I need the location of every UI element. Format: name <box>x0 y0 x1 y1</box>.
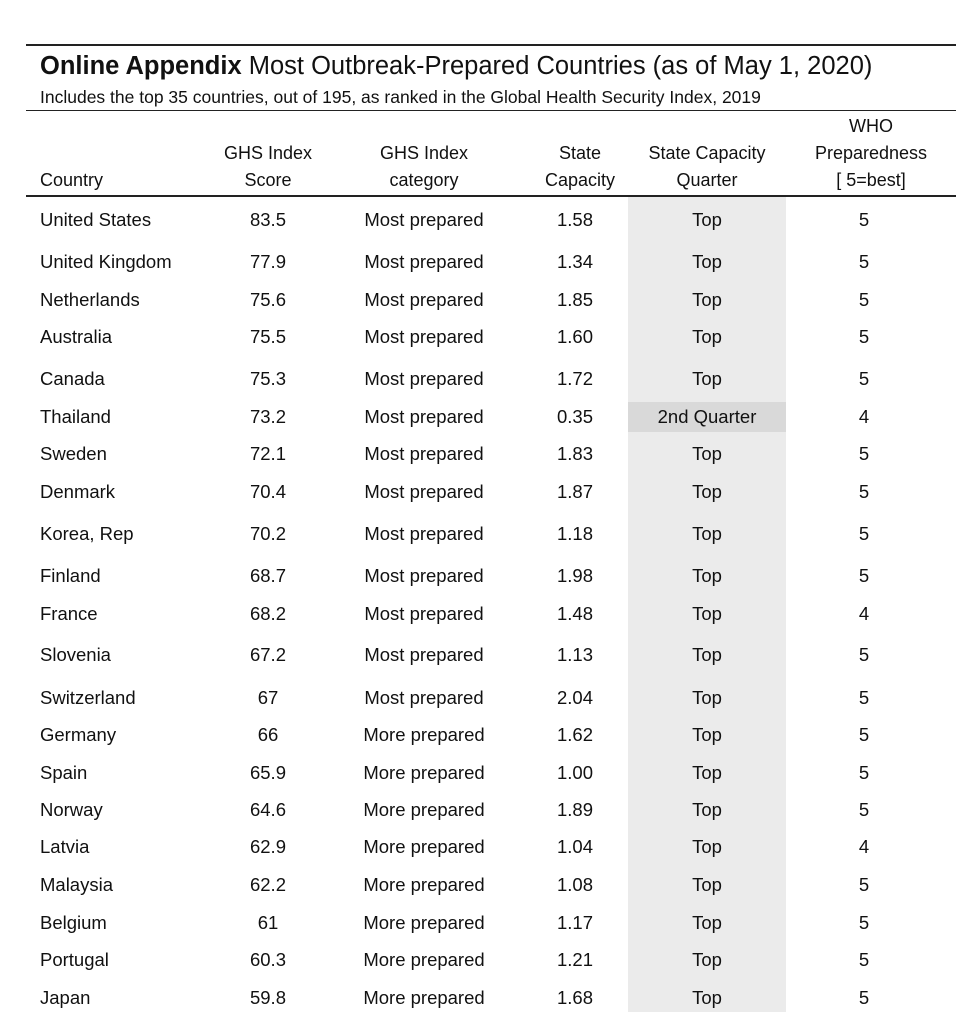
header-who-line-2: Preparedness <box>814 143 928 163</box>
category-cell: Most prepared <box>364 603 484 624</box>
score-cell: 68.2 <box>249 603 286 624</box>
header-who <box>796 113 946 194</box>
category-cell: Most prepared <box>364 443 484 464</box>
who-cell: 5 <box>858 443 870 464</box>
capacity-cell: 1.68 <box>556 987 593 1008</box>
header-who-line-3: [ 5=best] <box>836 170 906 190</box>
category-cell: Most prepared <box>364 406 484 427</box>
score-cell: 73.2 <box>249 406 286 427</box>
category-cell: Most prepared <box>364 687 484 708</box>
country-cell: Netherlands <box>40 289 140 310</box>
quarter-cell: Top <box>692 987 722 1008</box>
quarter-cell: Top <box>692 836 722 857</box>
capacity-cell: 1.87 <box>556 481 593 502</box>
category-cell: Most prepared <box>364 523 484 544</box>
quarter-cell: Top <box>692 368 722 389</box>
country-cell: Portugal <box>40 949 109 970</box>
table-row <box>0 364 956 394</box>
score-cell: 67 <box>257 687 279 708</box>
country-cell: Latvia <box>40 836 90 857</box>
header-quarter-line-1: State Capacity <box>648 143 766 163</box>
who-cell: 5 <box>858 209 870 230</box>
category-cell: Most prepared <box>364 481 484 502</box>
score-cell: 75.6 <box>249 289 286 310</box>
table-row <box>0 402 956 432</box>
table-row <box>0 983 956 1013</box>
table-row <box>0 683 956 713</box>
country-cell: Thailand <box>40 406 111 427</box>
who-cell: 4 <box>858 836 870 857</box>
category-cell: More prepared <box>363 799 485 820</box>
capacity-cell: 1.72 <box>556 368 593 389</box>
top-rule <box>26 44 956 46</box>
who-cell: 5 <box>858 251 870 272</box>
score-cell: 66 <box>257 724 279 745</box>
table-row <box>0 519 956 549</box>
country-cell: Sweden <box>40 443 107 464</box>
quarter-cell: Top <box>692 565 722 586</box>
score-cell: 60.3 <box>249 949 286 970</box>
who-cell: 5 <box>858 326 870 347</box>
category-cell: Most prepared <box>364 326 484 347</box>
capacity-cell: 1.34 <box>556 251 593 272</box>
score-cell: 77.9 <box>249 251 286 272</box>
header-category-line-1: GHS Index <box>379 143 469 163</box>
page-title <box>40 50 872 82</box>
who-cell: 5 <box>858 762 870 783</box>
header-who-line-1: WHO <box>849 116 893 136</box>
header-category-line-2: category <box>389 170 459 190</box>
header-quarter-line-2: Quarter <box>676 170 738 190</box>
category-cell: More prepared <box>363 912 485 933</box>
table-row <box>0 322 956 352</box>
quarter-cell: Top <box>692 912 722 933</box>
country-cell: Korea, Rep <box>40 523 134 544</box>
category-cell: Most prepared <box>364 644 484 665</box>
table-row <box>0 205 956 235</box>
quarter-cell: Top <box>692 523 722 544</box>
quarter-cell: Top <box>692 949 722 970</box>
capacity-cell: 1.48 <box>556 603 593 624</box>
country-cell: United States <box>40 209 152 230</box>
who-cell: 5 <box>858 289 870 310</box>
capacity-cell: 1.58 <box>556 209 593 230</box>
who-cell: 5 <box>858 565 870 586</box>
category-cell: More prepared <box>363 724 485 745</box>
category-cell: Most prepared <box>364 565 484 586</box>
table-row <box>0 795 956 825</box>
score-cell: 67.2 <box>249 644 286 665</box>
subtitle-rule <box>26 110 956 111</box>
country-cell: Finland <box>40 565 101 586</box>
category-cell: More prepared <box>363 949 485 970</box>
score-cell: 70.2 <box>249 523 286 544</box>
who-cell: 5 <box>858 799 870 820</box>
category-cell: More prepared <box>363 762 485 783</box>
capacity-cell: 1.21 <box>556 949 593 970</box>
score-cell: 83.5 <box>249 209 286 230</box>
table-row <box>0 908 956 938</box>
who-cell: 5 <box>858 987 870 1008</box>
who-cell: 4 <box>858 406 870 427</box>
category-cell: Most prepared <box>364 209 484 230</box>
who-cell: 5 <box>858 523 870 544</box>
header-score-line-1: GHS Index <box>223 143 313 163</box>
score-cell: 59.8 <box>249 987 286 1008</box>
category-cell: More prepared <box>363 987 485 1008</box>
header-country <box>40 167 103 194</box>
who-cell: 5 <box>858 912 870 933</box>
table-row <box>0 758 956 788</box>
quarter-cell: Top <box>692 724 722 745</box>
quarter-cell: Top <box>692 644 722 665</box>
country-cell: Switzerland <box>40 687 136 708</box>
table-row <box>0 832 956 862</box>
header-country-line: Country <box>40 170 104 190</box>
who-cell: 5 <box>858 724 870 745</box>
score-cell: 68.7 <box>249 565 286 586</box>
who-cell: 5 <box>858 687 870 708</box>
quarter-cell: Top <box>692 326 722 347</box>
header-capacity-line-1: State <box>558 143 602 163</box>
quarter-cell: 2nd Quarter <box>628 402 786 432</box>
header-score-line-2: Score <box>244 170 292 190</box>
header-score <box>208 140 328 194</box>
score-cell: 70.4 <box>249 481 286 502</box>
category-cell: Most prepared <box>364 251 484 272</box>
header-capacity <box>525 140 635 194</box>
header-category <box>344 140 504 194</box>
table-row <box>0 945 956 975</box>
table-row <box>0 477 956 507</box>
category-cell: Most prepared <box>364 289 484 310</box>
table-row <box>0 870 956 900</box>
country-cell: Australia <box>40 326 112 347</box>
quarter-cell: Top <box>692 799 722 820</box>
score-cell: 72.1 <box>249 443 286 464</box>
who-cell: 5 <box>858 949 870 970</box>
capacity-cell: 1.83 <box>556 443 593 464</box>
score-cell: 62.9 <box>249 836 286 857</box>
score-cell: 61 <box>257 912 279 933</box>
capacity-cell: 2.04 <box>556 687 593 708</box>
score-cell: 65.9 <box>249 762 286 783</box>
capacity-cell: 0.35 <box>556 406 593 427</box>
country-cell: Belgium <box>40 912 107 933</box>
country-cell: Canada <box>40 368 105 389</box>
quarter-cell: Top <box>692 209 722 230</box>
capacity-cell: 1.60 <box>556 326 593 347</box>
country-cell: United Kingdom <box>40 251 172 272</box>
quarter-cell: Top <box>692 603 722 624</box>
header-rule <box>26 195 956 197</box>
who-cell: 5 <box>858 644 870 665</box>
header-quarter <box>628 140 786 194</box>
country-cell: France <box>40 603 98 624</box>
title-bold: Online Appendix <box>40 52 242 80</box>
score-cell: 62.2 <box>249 874 286 895</box>
who-cell: 5 <box>858 481 870 502</box>
capacity-cell: 1.62 <box>556 724 593 745</box>
country-cell: Denmark <box>40 481 116 502</box>
table-row <box>0 720 956 750</box>
category-cell: More prepared <box>363 836 485 857</box>
country-cell: Malaysia <box>40 874 113 895</box>
page-subtitle: Includes the top 35 countries, out of 195, as ranked in the Global Health Security Index, 2019 <box>40 87 761 107</box>
capacity-cell: 1.08 <box>556 874 593 895</box>
quarter-cell: Top <box>692 289 722 310</box>
category-cell: Most prepared <box>364 368 484 389</box>
country-cell: Norway <box>40 799 103 820</box>
capacity-cell: 1.89 <box>556 799 593 820</box>
capacity-cell: 1.17 <box>556 912 593 933</box>
table-row <box>0 640 956 670</box>
capacity-cell: 1.85 <box>556 289 593 310</box>
score-cell: 64.6 <box>249 799 286 820</box>
quarter-cell: Top <box>692 762 722 783</box>
title-text: Most Outbreak-Prepared Countries (as of May 1, 2020) <box>248 52 873 80</box>
capacity-cell: 1.18 <box>556 523 593 544</box>
capacity-cell: 1.98 <box>556 565 593 586</box>
header-capacity-line-2: Capacity <box>544 170 616 190</box>
who-cell: 4 <box>858 603 870 624</box>
table-row <box>0 561 956 591</box>
capacity-cell: 1.04 <box>556 836 593 857</box>
quarter-cell: Top <box>692 481 722 502</box>
category-cell: More prepared <box>363 874 485 895</box>
quarter-cell: Top <box>692 687 722 708</box>
capacity-cell: 1.00 <box>556 762 593 783</box>
quarter-cell: Top <box>692 251 722 272</box>
who-cell: 5 <box>858 368 870 389</box>
country-cell: Japan <box>40 987 91 1008</box>
country-cell: Spain <box>40 762 88 783</box>
table-row <box>0 439 956 469</box>
country-cell: Slovenia <box>40 644 111 665</box>
score-cell: 75.5 <box>249 326 286 347</box>
score-cell: 75.3 <box>249 368 286 389</box>
quarter-cell: Top <box>692 874 722 895</box>
capacity-cell: 1.13 <box>556 644 593 665</box>
table-row <box>0 285 956 315</box>
country-cell: Germany <box>40 724 117 745</box>
table-row <box>0 599 956 629</box>
table-row <box>0 247 956 277</box>
who-cell: 5 <box>858 874 870 895</box>
quarter-cell: Top <box>692 443 722 464</box>
